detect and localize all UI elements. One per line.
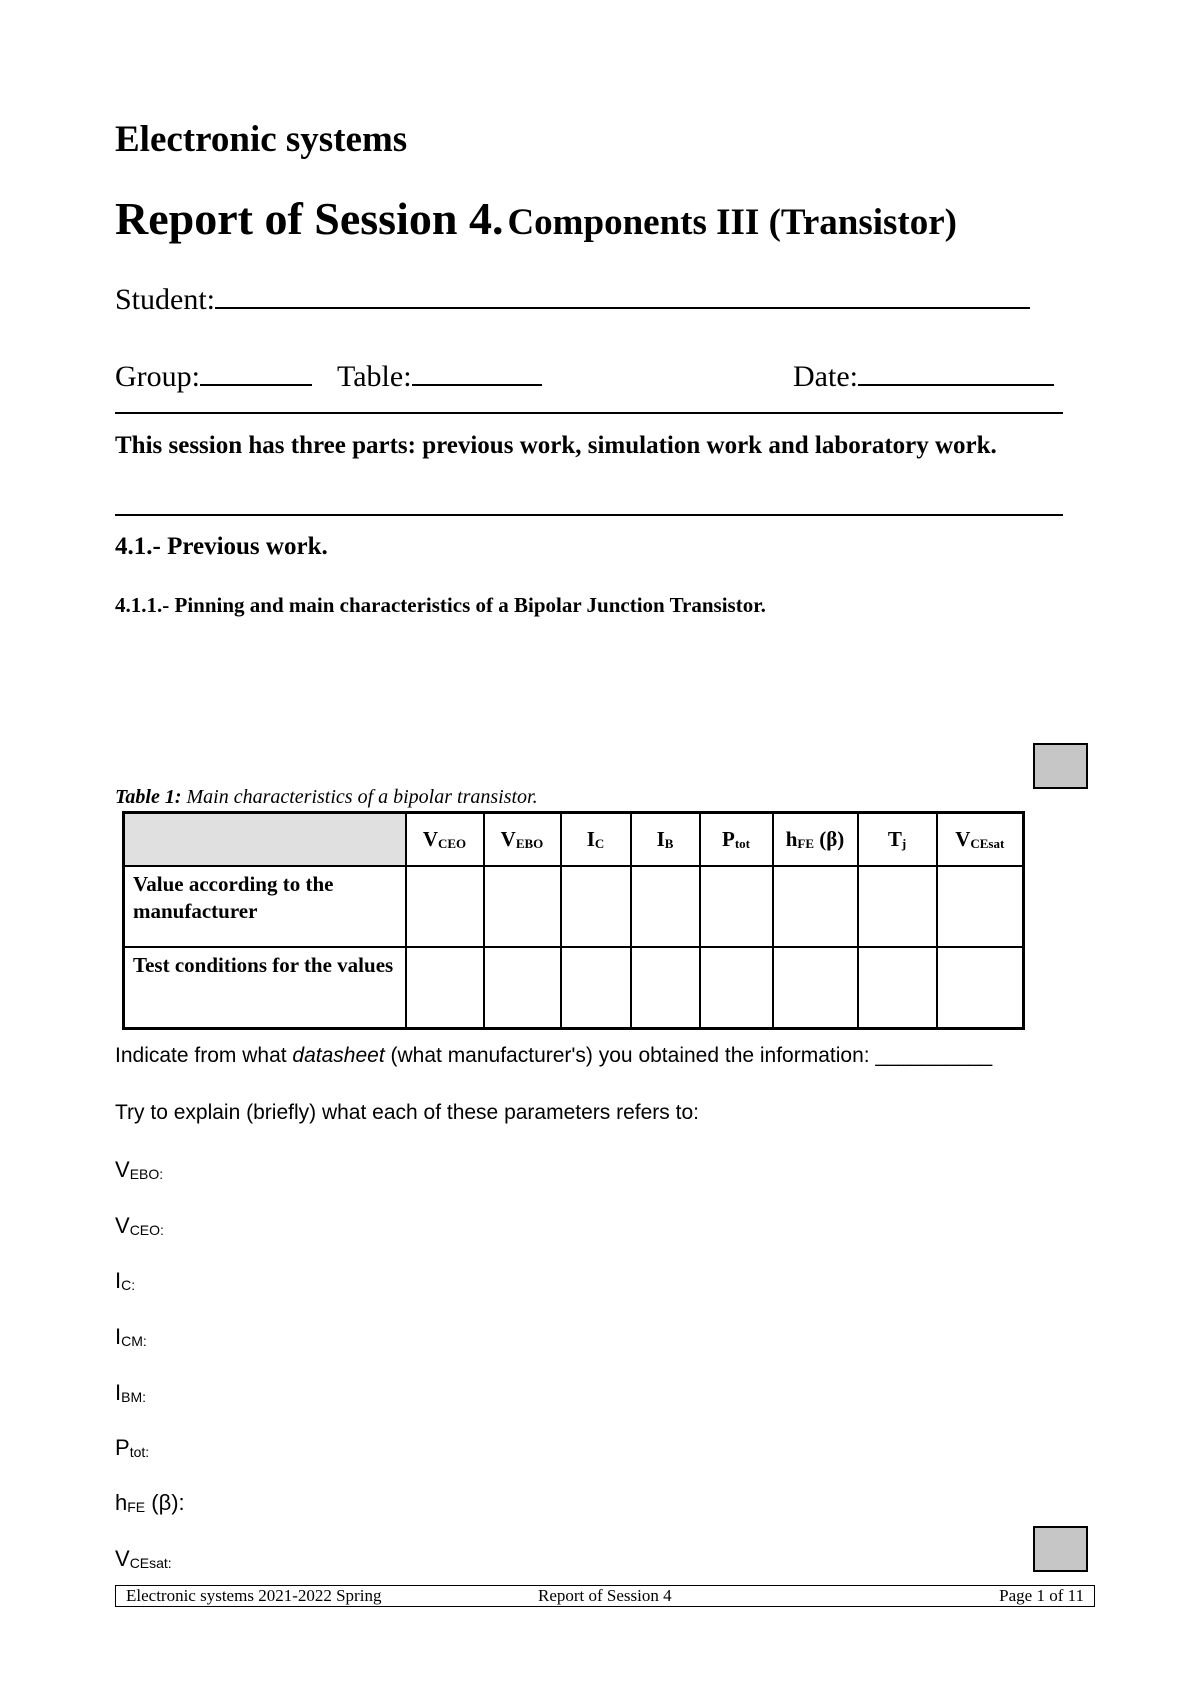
table-cell[interactable] [937, 947, 1024, 1029]
param-ibm: $I_{BM:}$ [115, 1380, 147, 1405]
table-cell[interactable] [561, 947, 631, 1029]
group-label: Group: [115, 360, 200, 393]
col-vceo: $V_{CEO}$ [406, 813, 484, 867]
col-hfe: $h_{FE}$ (β) [773, 813, 858, 867]
table-label: Table: [337, 360, 412, 393]
table-cell[interactable] [631, 866, 700, 947]
divider-bottom [115, 514, 1063, 516]
student-field [115, 283, 1030, 317]
header-corner-cell [124, 813, 406, 867]
param-hfe: $h_{FE}$ (β): [115, 1490, 185, 1515]
table-row [124, 947, 1024, 1029]
datasheet-question: Indicate from what datasheet (what manufacturer's) you obtained the information: __________ [115, 1044, 993, 1067]
report-title-main: Report of Session 4. [115, 193, 504, 244]
intro-text: This session has three parts: previous work, simulation work and laboratory work. [115, 432, 997, 459]
col-tj: $T_j$ [858, 813, 937, 867]
caption-label: Table 1: [115, 786, 182, 808]
table-blank[interactable] [412, 360, 542, 386]
col-ic: $I_C$ [561, 813, 631, 867]
footer-page-number: Page 1 of 11 [999, 1586, 1084, 1605]
table-cell[interactable] [700, 866, 773, 947]
gray-box-marker [1033, 743, 1088, 789]
col-ib: $I_B$ [631, 813, 700, 867]
param-vebo: $V_{EBO:}$ [115, 1157, 164, 1182]
date-blank[interactable] [858, 360, 1054, 386]
divider-top [115, 412, 1063, 414]
table-cell[interactable] [700, 947, 773, 1029]
param-vcesat: $V_{CEsat:}$ [115, 1546, 172, 1571]
col-vcesat: $V_{CEsat}$ [937, 813, 1024, 867]
param-ic: $I_{C:}$ [115, 1268, 136, 1293]
explain-prompt: Try to explain (briefly) what each of these parameters refers to: [115, 1101, 699, 1124]
param-ptot: $P_{tot:}$ [115, 1435, 150, 1460]
student-label: Student: [115, 283, 216, 316]
footer-center: Report of Session 4 [538, 1586, 672, 1605]
date-field [793, 360, 1054, 394]
date-label: Date: [793, 360, 858, 393]
table-cell[interactable] [858, 866, 937, 947]
table-cell[interactable] [406, 866, 484, 947]
table-cell[interactable] [631, 947, 700, 1029]
table-field [337, 360, 542, 394]
characteristics-table [122, 811, 1025, 1030]
course-title: Electronic systems [115, 119, 408, 160]
subsection-heading: 4.1.1.- Pinning and main characteristics of a Bipolar Junction Transistor. [115, 593, 766, 617]
section-heading: 4.1.- Previous work. [115, 533, 328, 560]
table-row [124, 866, 1024, 947]
row-label-test-conditions: Test conditions for the values [124, 947, 406, 1029]
table-header-row [124, 813, 1024, 867]
table-cell[interactable] [858, 947, 937, 1029]
table-cell[interactable] [561, 866, 631, 947]
report-title [115, 192, 957, 245]
table-cell[interactable] [773, 947, 858, 1029]
row-label-manufacturer: Value according to the manufacturer [124, 866, 406, 947]
group-blank[interactable] [200, 360, 312, 386]
caption-text: Main characteristics of a bipolar transistor. [186, 786, 538, 808]
report-title-sub: Components III (Transistor) [507, 202, 957, 243]
param-icm: $I_{CM:}$ [115, 1324, 147, 1349]
student-blank[interactable] [215, 283, 1030, 309]
table-cell[interactable] [484, 947, 561, 1029]
col-ptot: $P_{tot}$ [700, 813, 773, 867]
footer-left: Electronic systems 2021-2022 Spring [126, 1586, 382, 1605]
table-cell[interactable] [484, 866, 561, 947]
table-cell[interactable] [406, 947, 484, 1029]
col-vebo: $V_{EBO}$ [484, 813, 561, 867]
param-vceo: $V_{CEO:}$ [115, 1213, 164, 1238]
table-cell[interactable] [937, 866, 1024, 947]
group-field [115, 360, 312, 394]
table-cell[interactable] [773, 866, 858, 947]
table-caption [115, 786, 538, 809]
gray-box-marker [1033, 1526, 1088, 1572]
page-footer [115, 1585, 1095, 1607]
